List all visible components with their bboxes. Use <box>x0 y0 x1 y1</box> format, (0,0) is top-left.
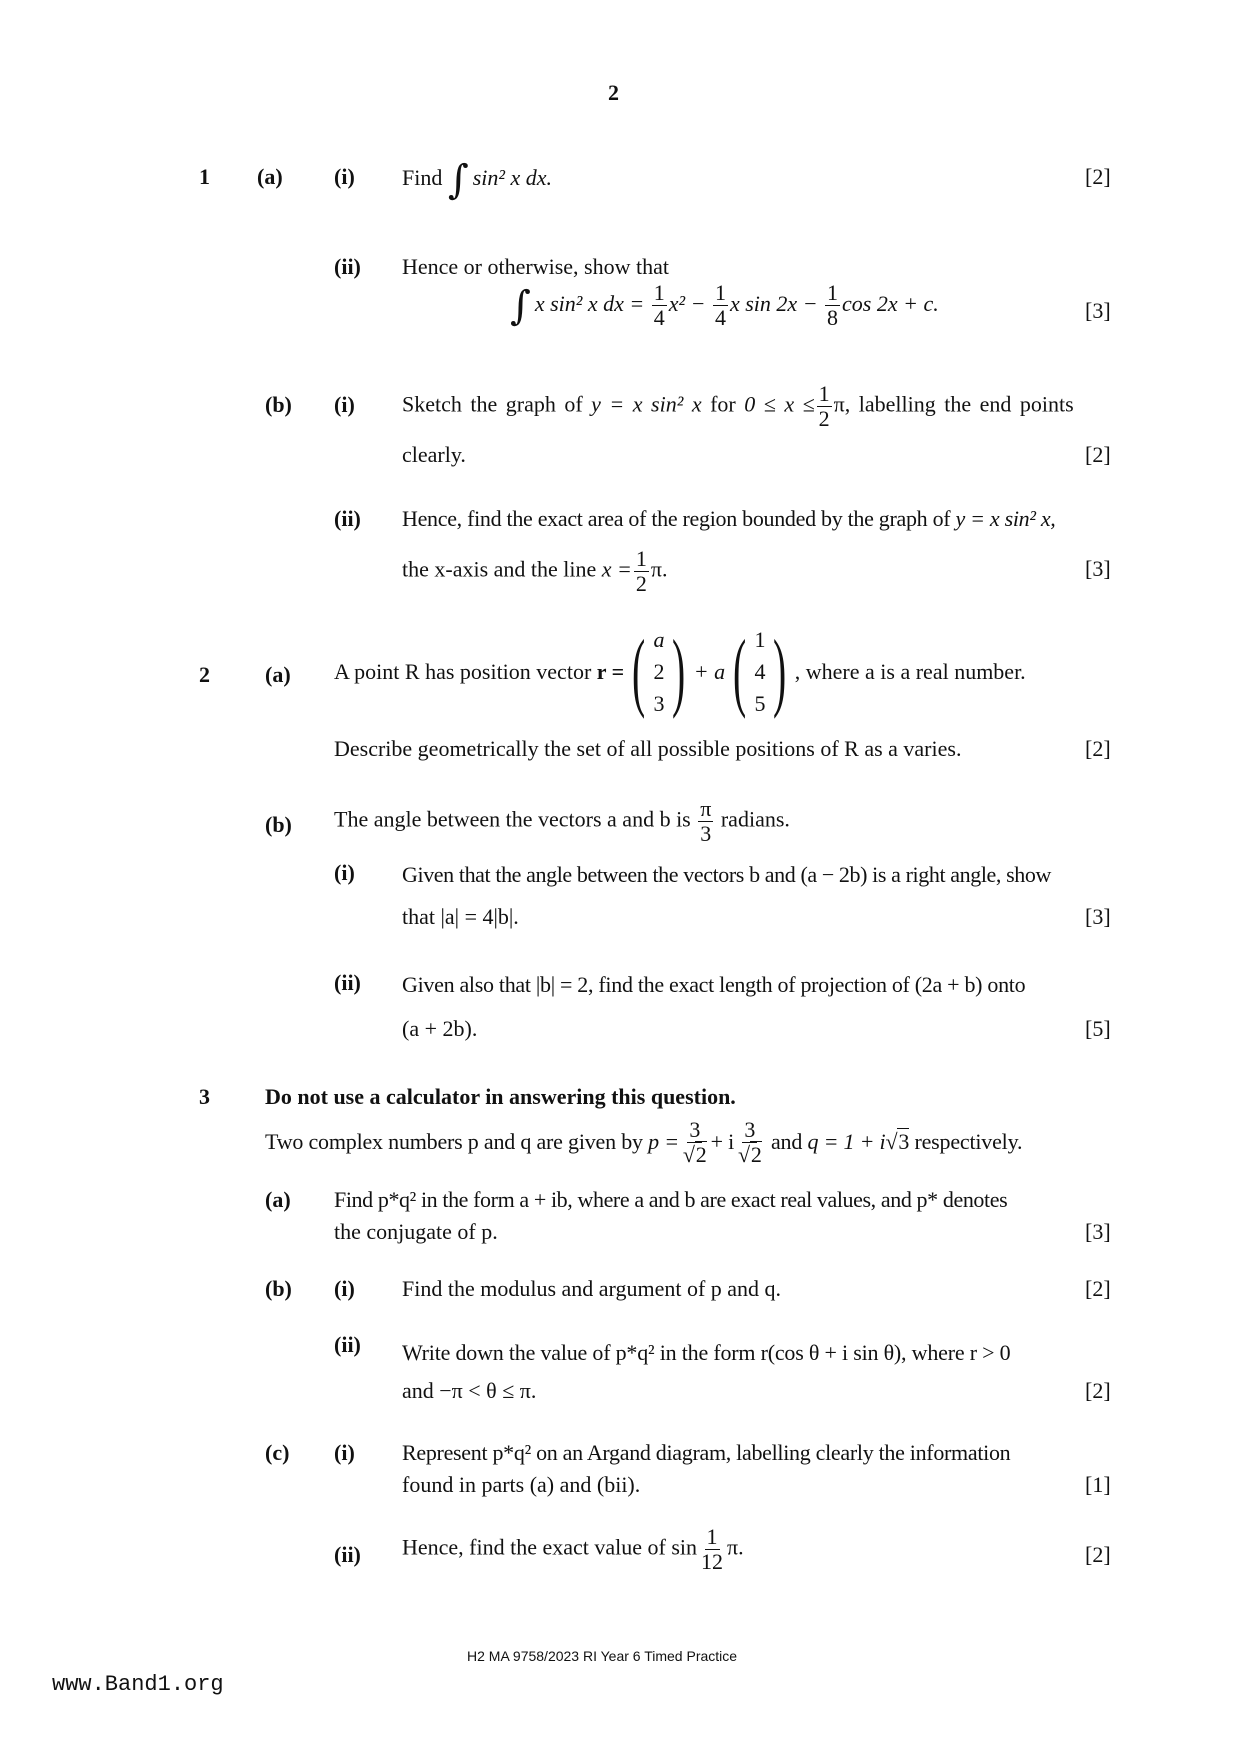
q2b-stem: The angle between the vectors a and b is $\frac{\pi}{3}$ radians. <box>334 796 790 846</box>
q3ci-marks: [1] <box>1085 1472 1111 1497</box>
q3-instruction: Do not use a calculator in answering this question. <box>265 1084 736 1109</box>
q1ai-marks: [2] <box>1085 164 1111 189</box>
q3a-line1: Find p*q² in the form a + ib, where a and b are exact real values, and p* denotes <box>334 1187 1008 1212</box>
q3-intro: Two complex numbers p and q are given by p = $\frac{3}{√2}$ + i $\frac{3}{√2}$ and q = 1 + i √ 3 respectively. <box>265 1116 1023 1167</box>
q3cii-text: Hence, find the exact value of sin $\frac{1}{12}$ π. <box>402 1524 744 1574</box>
q1bi-line2: clearly. <box>402 442 466 467</box>
q2b-label: (b) <box>265 812 292 837</box>
q1a-label: (a) <box>257 164 283 189</box>
q3ci-label: (i) <box>334 1440 355 1465</box>
q1ai-text <box>402 156 552 204</box>
watermark-link[interactable]: www.Band1.org <box>52 1672 224 1697</box>
q1bii-label: (ii) <box>334 506 361 531</box>
q1b-label: (b) <box>265 392 292 417</box>
q1bii-line2: the x-axis and the line x = $\frac{1}{2}$ π. <box>402 546 668 596</box>
q2bii-marks: [5] <box>1085 1016 1111 1041</box>
q3bii-line2: and −π < θ ≤ π. <box>402 1378 537 1403</box>
vector-1: ( a 2 3 ) <box>632 622 686 720</box>
q3ci-line1: Represent p*q² on an Argand diagram, labelling clearly the information <box>402 1440 1011 1465</box>
page-number: 2 <box>608 80 619 105</box>
q2a-line2: Describe geometrically the set of all possible positions of R as a varies. <box>334 736 962 761</box>
q1ai-label: (i) <box>334 164 355 189</box>
q3ci-line2: found in parts (a) and (bii). <box>402 1472 641 1497</box>
q2a-label: (a) <box>265 662 291 687</box>
q3bi-text: Find the modulus and argument of p and q. <box>402 1276 782 1301</box>
q2bi-line1: Given that the angle between the vectors b and (a − 2b) is a right angle, show <box>402 862 1051 887</box>
q2a-marks: [2] <box>1085 736 1111 761</box>
q3a-marks: [3] <box>1085 1219 1111 1244</box>
q1bii-line1: Hence, find the exact area of the region bounded by the graph of y = x sin² x, <box>402 506 1056 531</box>
q3bii-line1: Write down the value of p*q² in the form r(cos θ + i sin θ), where r > 0 <box>402 1340 1011 1365</box>
q2a-line1: A point R has position vector r = ( a 2 3 ) + a ( 1 4 5 ) , where a is a real number. <box>334 622 1026 720</box>
q2bi-marks: [3] <box>1085 904 1111 929</box>
q2bi-label: (i) <box>334 860 355 885</box>
q2bii-line1: Given also that |b| = 2, find the exact length of projection of (2a + b) onto <box>402 972 1026 997</box>
q3b-label: (b) <box>265 1276 292 1301</box>
q2-number: 2 <box>199 662 210 687</box>
q3bii-label: (ii) <box>334 1332 361 1357</box>
q3bii-marks: [2] <box>1085 1378 1111 1403</box>
integral-sign: ∫ <box>510 283 531 329</box>
q1bii-marks: [3] <box>1085 556 1111 581</box>
q1aii-marks: [3] <box>1085 298 1111 323</box>
q3bi-marks: [2] <box>1085 1276 1111 1301</box>
q2bii-line2: (a + 2b). <box>402 1016 478 1041</box>
q3a-label: (a) <box>265 1187 291 1212</box>
q3a-line2: the conjugate of p. <box>334 1219 498 1244</box>
q3cii-label: (ii) <box>334 1542 361 1567</box>
q1aii-label: (ii) <box>334 254 361 279</box>
q1aii-equation: ∫ x sin² x dx = $\frac{1}{4}$ x² − $\frac{1}{4}$ x sin 2x − $\frac{1}{8}$ cos 2x + c. <box>510 280 939 331</box>
vector-2: ( 1 4 5 ) <box>733 622 787 720</box>
q1bi-marks: [2] <box>1085 442 1111 467</box>
q3c-label: (c) <box>265 1440 290 1465</box>
q3cii-marks: [2] <box>1085 1542 1111 1567</box>
q1ai-expr: sin² x dx. <box>472 165 553 190</box>
footer-text: H2 MA 9758/2023 RI Year 6 Timed Practice <box>467 1648 738 1664</box>
q3bi-label: (i) <box>334 1276 355 1301</box>
q1bi-label: (i) <box>334 392 355 417</box>
q2bii-label: (ii) <box>334 970 361 995</box>
q3-number: 3 <box>199 1084 210 1109</box>
q1-number: 1 <box>199 164 210 189</box>
integral-sign: ∫ <box>447 157 469 203</box>
q1bi-line1: Sketch the graph of y = x sin² x for 0 ≤ x ≤ $\frac{1}{2}$ π, labelling the end points <box>402 381 1074 431</box>
q1aii-text: Hence or otherwise, show that <box>402 254 669 279</box>
q1ai-find: Find <box>402 165 443 190</box>
q2bi-line2: that |a| = 4|b|. <box>402 904 519 929</box>
